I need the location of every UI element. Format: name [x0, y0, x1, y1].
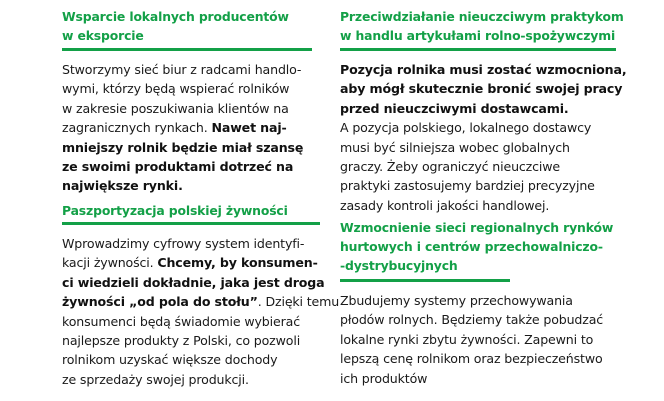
section-divider — [62, 48, 312, 51]
text-line — [62, 234, 339, 253]
section-heading-regional-markets — [340, 218, 613, 275]
text: wymi, którzy będą wspierać rolników — [62, 81, 290, 97]
text: lepszą cenę rolnikom oraz bezpieczeństwo — [340, 351, 603, 367]
text: najlepsze produkty z Polski, co pozwoli — [62, 333, 301, 349]
text: A pozycja polskiego, lokalnego dostawcy — [340, 120, 592, 136]
bold-text: Nawet naj- — [211, 120, 287, 136]
bold-text: ci wiedzieli dokładnie, jaka jest droga — [62, 274, 325, 290]
section-heading-food-passport — [62, 201, 288, 220]
text-line — [62, 118, 303, 137]
text: Stworzymy sieć biur z radcami handlo- — [62, 62, 302, 77]
text-line — [62, 370, 339, 389]
bold-text: żywności „od pola do stołu” — [62, 294, 258, 310]
text: ze sprzedaży swojej produkcji. — [62, 371, 249, 387]
section-divider — [340, 279, 510, 282]
text-line — [62, 157, 303, 176]
text: Zbudujemy systemy przechowywania — [340, 293, 573, 308]
text: zasady kontroli jakości handlowej. — [340, 197, 550, 213]
text: konsumenci będą świadomie wybierać — [62, 313, 300, 329]
text-line — [62, 176, 303, 195]
bold-text: Pozycja rolnika musi zostać wzmocniona, — [340, 62, 627, 77]
text-line — [340, 330, 603, 349]
text-line — [340, 196, 626, 215]
heading-line: hurtowych i centrów przechowalniczo- — [340, 239, 603, 254]
text-line — [62, 273, 339, 292]
text-line — [340, 369, 603, 388]
heading-line: w eksporcie — [62, 28, 144, 43]
text: w zakresie poszukiwania klientów na — [62, 100, 289, 116]
section-body-regional-markets — [340, 291, 603, 388]
bold-text: aby mógł skutecznie bronić swojej pracy — [340, 81, 623, 97]
text: praktyki zastosujemy bardziej precyzyjne — [340, 178, 595, 194]
text-line — [340, 157, 626, 176]
text: lokalne rynki zbytu żywności. Zapewni to — [340, 331, 594, 347]
bold-text: mniejszy rolnik będzie miał szansę — [62, 139, 304, 155]
text-line — [340, 349, 603, 368]
text: . Dzięki temu — [257, 294, 340, 310]
text-line — [340, 99, 626, 118]
section-body-export-support — [62, 60, 303, 196]
bold-text: Chcemy, by konsumen- — [157, 255, 318, 271]
text-line — [62, 350, 339, 369]
text-line — [62, 331, 339, 350]
section-body-food-passport — [62, 234, 339, 389]
text: płodów rolnych. Będziemy także pobudzać — [340, 312, 604, 328]
text-line — [62, 292, 339, 311]
text-line — [62, 312, 339, 331]
text-line — [340, 79, 626, 98]
bold-text: ze swoimi produktami dotrzeć na — [62, 159, 294, 175]
text-line — [340, 291, 603, 310]
text: kacji żywności. — [62, 255, 158, 271]
text-line — [62, 79, 303, 98]
text-line — [340, 60, 626, 79]
section-divider — [340, 48, 616, 51]
text-line — [340, 138, 626, 157]
text-line — [340, 176, 626, 195]
bold-text: największe rynki. — [62, 178, 183, 194]
heading-line: w handlu artykułami rolno-spożywczymi — [340, 28, 616, 43]
text: zagranicznych rynkach. — [62, 120, 212, 136]
text-line — [62, 253, 339, 272]
text-line — [62, 138, 303, 157]
section-heading-export-support — [62, 7, 289, 45]
text-line — [340, 118, 626, 137]
section-heading-unfair-practices — [340, 7, 624, 45]
text: rolnikom uzyskać większe dochody — [62, 352, 278, 368]
text: Wprowadzimy cyfrowy system identyfi- — [62, 236, 305, 251]
heading-line: Przeciwdziałanie nieuczciwym praktykom — [340, 9, 624, 24]
section-body-unfair-practices — [340, 60, 626, 215]
text-line — [62, 60, 303, 79]
bold-text: przed nieuczciwymi dostawcami. — [340, 100, 569, 116]
heading-line: Paszportyzacja polskiej żywności — [62, 203, 288, 218]
text-line — [62, 99, 303, 118]
text: musi być silniejsza wobec globalnych — [340, 139, 570, 155]
text: graczy. Żeby ograniczyć nieuczciwe — [340, 159, 561, 175]
text: ich produktów — [340, 370, 428, 386]
heading-line: Wzmocnienie sieci regionalnych rynków — [340, 220, 614, 235]
heading-line: -dystrybucyjnych — [340, 258, 458, 273]
text-line — [340, 310, 603, 329]
heading-line: Wsparcie lokalnych producentów — [62, 9, 289, 24]
section-divider — [62, 222, 320, 225]
